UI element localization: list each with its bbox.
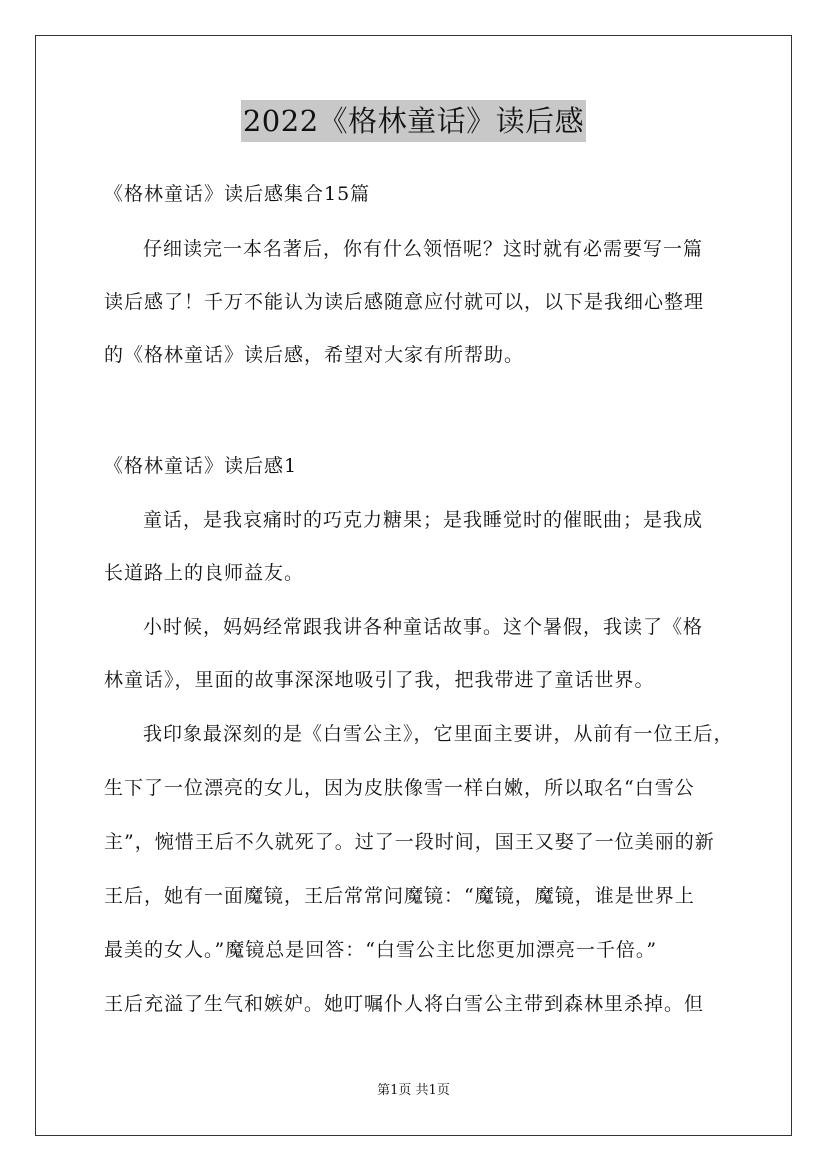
intro-line-1: 仔细读完一本名著后，你有什么领悟呢？这时就有必需要写一篇 [143, 238, 704, 260]
para3-line-2: 生下了一位漂亮的女儿，因为皮肤像雪一样白嫩，所以取名“白雪公 [104, 777, 695, 799]
para3-line-3: 主”，惋惜王后不久就死了。过了一段时间，国王又娶了一位美丽的新 [104, 831, 715, 853]
document-subtitle: 《格林童话》读后感集合15篇 [104, 183, 371, 205]
para1-line-2: 长道路上的良师益友。 [104, 562, 305, 584]
para3-line-5: 最美的女人。”魔镜总是回答：“白雪公主比您更加漂亮一千倍。” [104, 939, 658, 961]
section-heading: 《格林童话》读后感1 [104, 455, 298, 477]
document-title: 2022《格林童话》读后感 [241, 100, 586, 142]
para3-line-4: 王后，她有一面魔镜，王后常常问魔镜：“魔镜，魔镜，谁是世界上 [104, 885, 695, 907]
para3-line-1: 我印象最深刻的是《白雪公主》，它里面主要讲，从前有一位王后， [143, 723, 734, 745]
para3-line-6: 王后充溢了生气和嫉妒。她叮嘱仆人将白雪公主带到森林里杀掉。但 [104, 993, 705, 1015]
page-footer: 第1页 共1页 [377, 1083, 450, 1098]
para2-line-2: 林童话》，里面的故事深深地吸引了我，把我带进了童话世界。 [104, 669, 655, 691]
intro-line-2: 读后感了！千万不能认为读后感随意应付就可以，以下是我细心整理 [104, 291, 705, 313]
para1-line-1: 童话，是我哀痛时的巧克力糖果；是我睡觉时的催眠曲；是我成 [143, 509, 704, 531]
title-container [0, 100, 827, 142]
para2-line-1: 小时候，妈妈经常跟我讲各种童话故事。这个暑假，我读了《格 [143, 616, 704, 638]
intro-line-3: 的《格林童话》读后感，希望对大家有所帮助。 [104, 344, 525, 366]
